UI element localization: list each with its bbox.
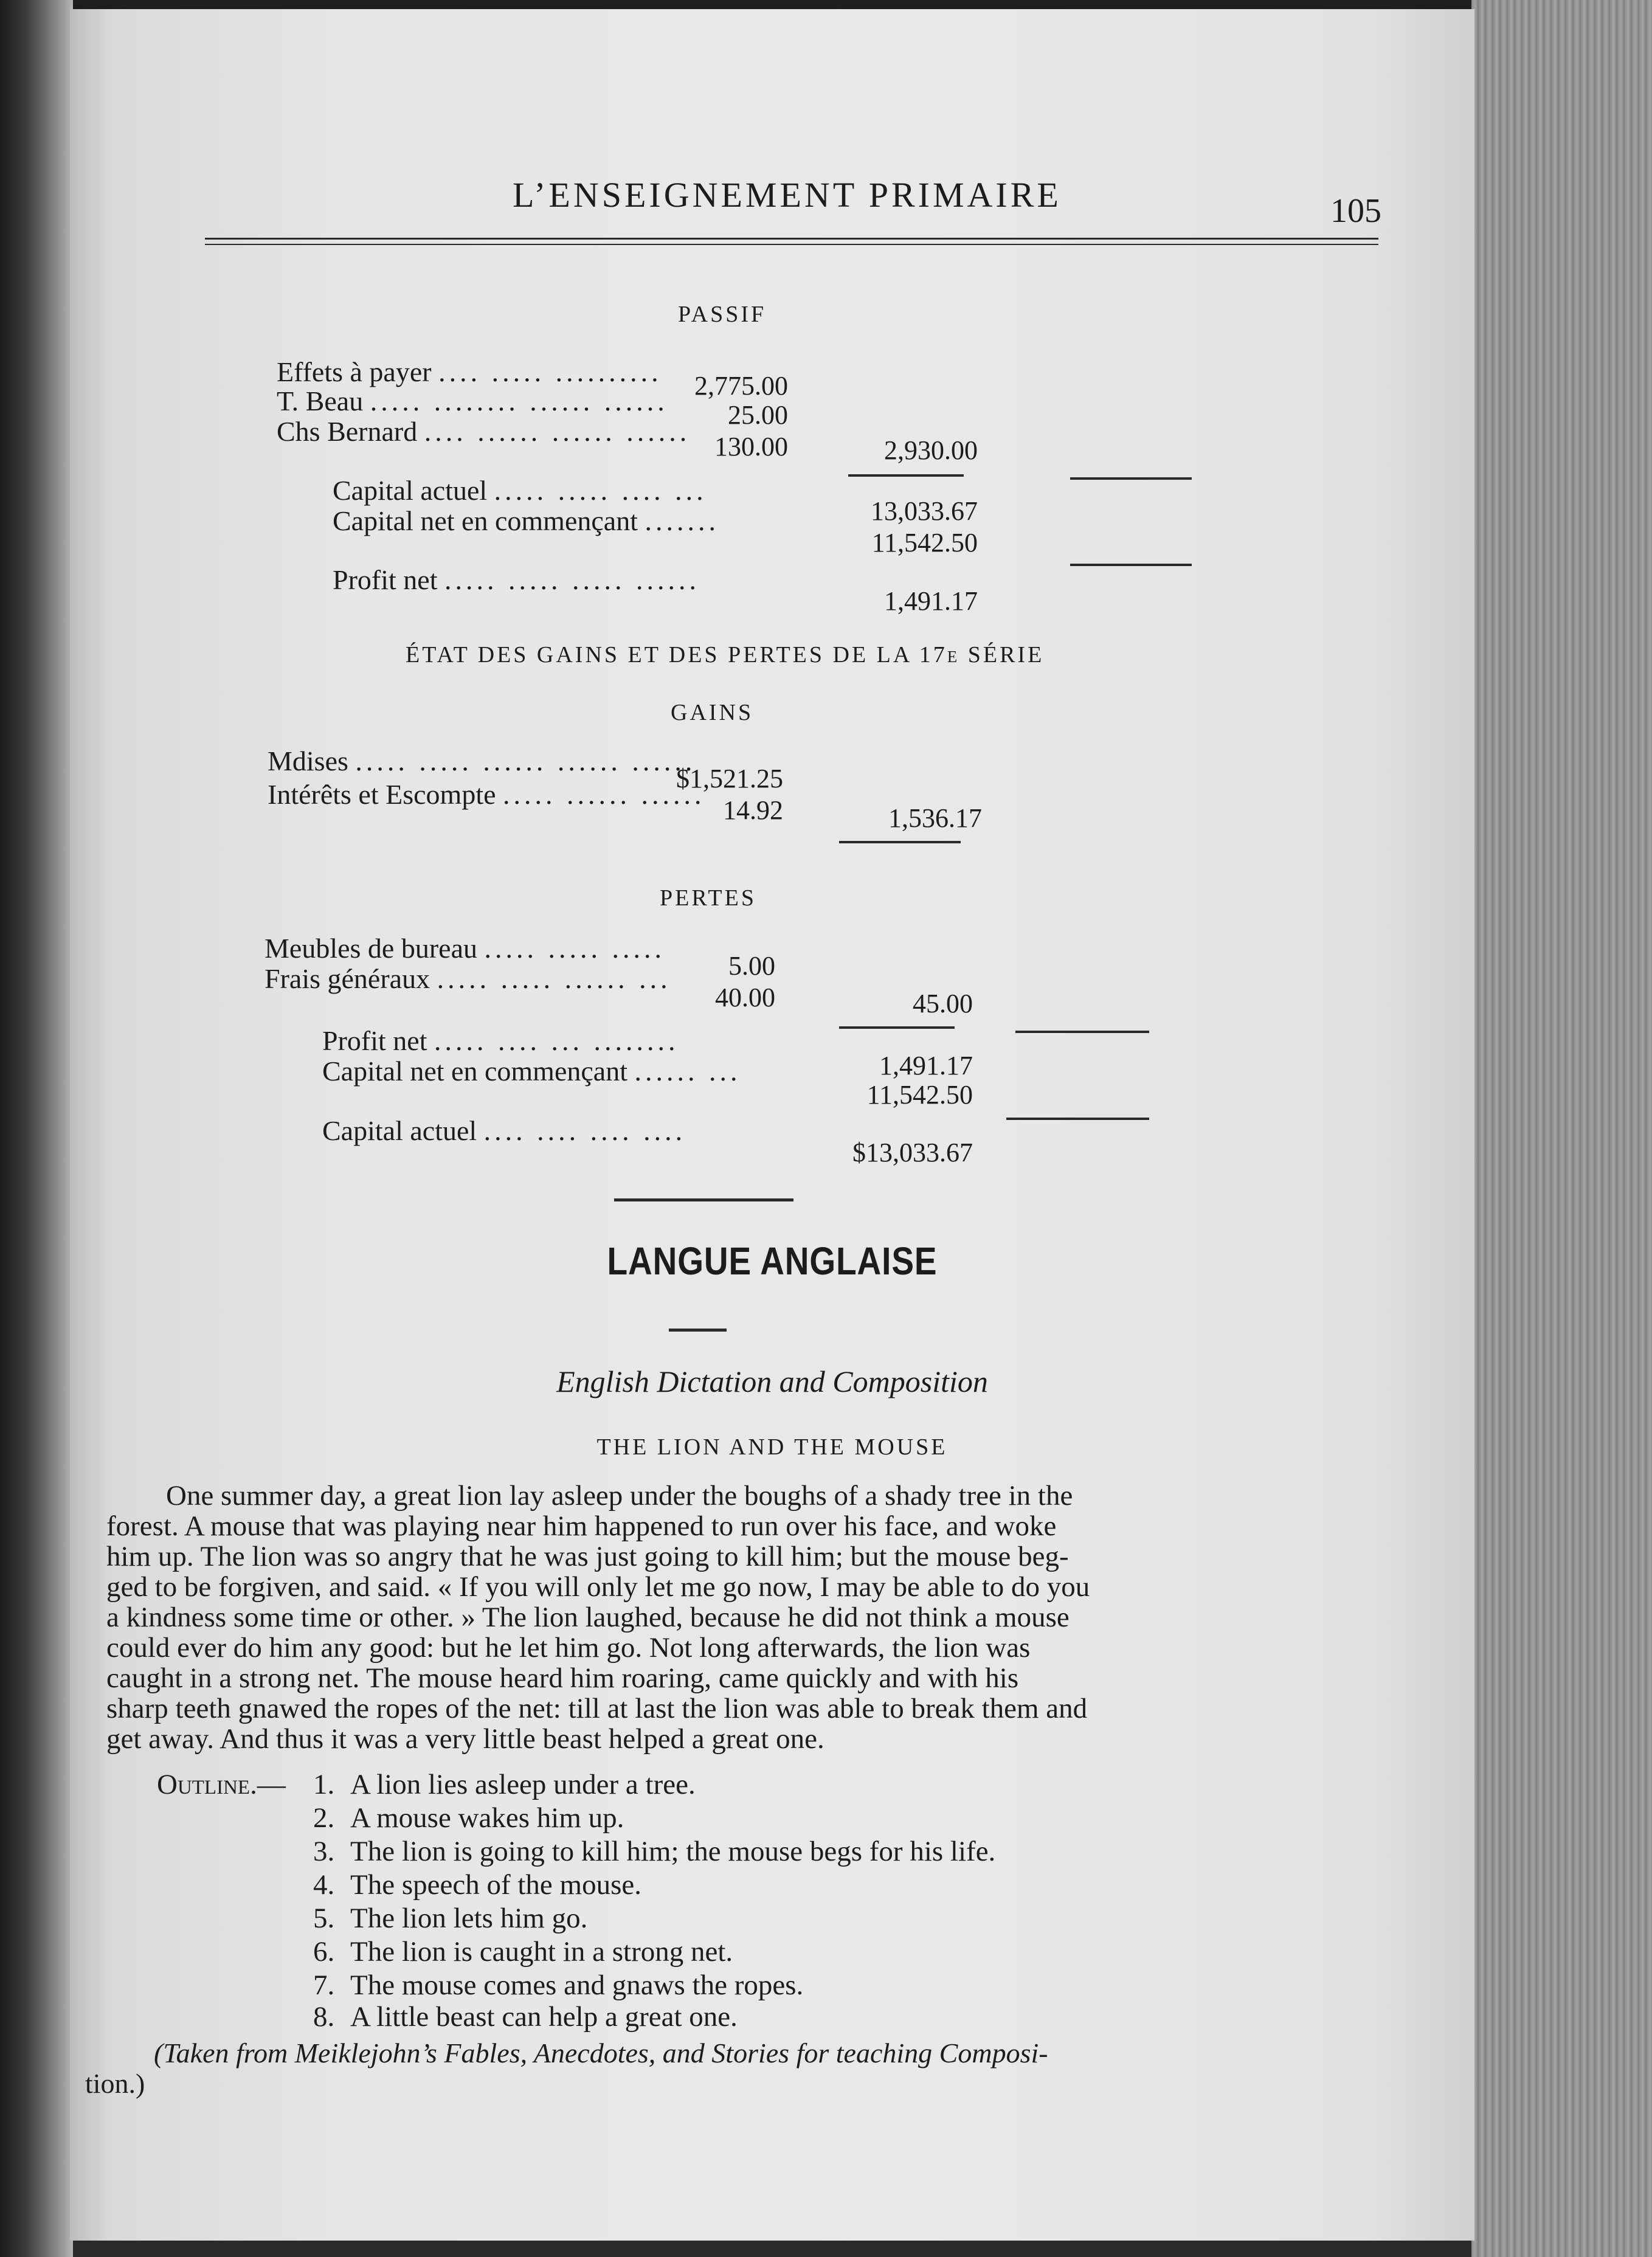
story-line: get away. And thus it was a very little beast helped a great one.	[106, 1723, 824, 1755]
outline-number: 7.	[313, 1969, 335, 2001]
outline-number: 8.	[313, 2001, 335, 2033]
ledger-label: Effets à payer	[277, 356, 432, 387]
ledger-label: Capital actuel	[333, 475, 488, 506]
leader-dots: .... .... .... ....	[483, 1115, 686, 1146]
outline-item	[313, 1935, 733, 1968]
ledger-total: 45.00	[913, 989, 973, 1018]
ledger-row	[268, 745, 696, 777]
outline-number: 5.	[313, 1903, 335, 1934]
ledger-amount: 130.00	[714, 432, 788, 461]
ledger-row	[277, 356, 662, 388]
ledger-row	[264, 932, 665, 964]
outline-label: Outline.—	[157, 1769, 286, 1800]
pertes-heading: PERTES	[660, 885, 756, 911]
ledger-total: 2,930.00	[884, 435, 978, 465]
section-divider	[614, 1198, 793, 1201]
outline-text: The mouse comes and gnaws the ropes.	[350, 1969, 804, 2001]
ledger-label: Profit net	[322, 1025, 427, 1056]
ledger-row	[322, 1115, 686, 1147]
ledger-row	[277, 385, 668, 417]
ledger-total: 1,491.17	[884, 586, 978, 616]
sum-rule	[839, 841, 961, 843]
ledger-label: Capital net en commençant	[333, 505, 638, 536]
story-line: him up. The lion was so angry that he was just going to kill him; but the mouse beg-	[106, 1541, 1069, 1572]
ledger-label: Intérêts et Escompte	[268, 779, 496, 810]
outline-text: The lion lets him go.	[350, 1903, 588, 1934]
leader-dots: ...... ...	[634, 1056, 741, 1087]
outline-item	[313, 2000, 738, 2033]
running-head: L’ENSEIGNEMENT PRIMAIRE	[513, 175, 1062, 215]
story-line: sharp teeth gnawed the ropes of the net: till at last the lion was able to break them and	[106, 1693, 1088, 1724]
passif-heading: PASSIF	[678, 302, 767, 327]
sum-rule	[848, 474, 964, 477]
outline-item	[313, 1768, 696, 1801]
outline-text: The lion is going to kill him; the mouse begs for his life.	[350, 1836, 996, 1867]
outline-text: The lion is caught in a strong net.	[350, 1936, 733, 1968]
ledger-row	[277, 415, 690, 448]
source-note: (Taken from Meiklejohn’s Fables, Anecdotes, and Stories for teaching Composi-	[154, 2038, 1048, 2069]
leader-dots: ..... ...... ......	[503, 779, 705, 810]
story-line: could ever do him any good: but he let him go. Not long afterwards, the lion was	[106, 1632, 1031, 1664]
story-title: THE LION AND THE MOUSE	[596, 1434, 948, 1460]
outline-text: A little beast can help a great one.	[350, 2001, 738, 2033]
sum-rule	[1006, 1118, 1149, 1120]
ledger-total: 13,033.67	[871, 496, 978, 526]
header-rule-bottom	[205, 244, 1378, 245]
source-note-continued: tion.)	[85, 2068, 145, 2099]
outline-text: A mouse wakes him up.	[350, 1802, 624, 1834]
ledger-total: $13,033.67	[852, 1138, 973, 1167]
ledger-label: Frais généraux	[264, 963, 430, 994]
leader-dots: .......	[645, 505, 719, 536]
sum-rule	[1070, 477, 1192, 480]
ledger-total: 1,491.17	[879, 1051, 973, 1080]
outline-item	[313, 1902, 587, 1935]
leader-dots: ..... ..... .....	[484, 933, 665, 964]
ledger-row	[333, 564, 700, 596]
ledger-amount: 5.00	[728, 951, 775, 981]
sum-rule	[1070, 564, 1192, 566]
leader-dots: .... ..... ..........	[438, 356, 662, 387]
leader-dots: ..... ..... ...... ...... ......	[355, 745, 696, 776]
ledger-total: 11,542.50	[871, 528, 978, 558]
story-line: caught in a strong net. The mouse heard him roaring, came quickly and with his	[106, 1662, 1019, 1694]
sum-rule	[1015, 1031, 1149, 1033]
ledger-amount: 2,775.00	[694, 371, 788, 401]
outline-text: The speech of the mouse.	[350, 1869, 641, 1901]
outline-item	[313, 1969, 803, 2002]
leader-dots: .... ...... ...... ......	[424, 416, 691, 447]
outline-number: 3.	[313, 1836, 335, 1867]
page-number: 105	[1330, 192, 1381, 230]
ledger-label: Profit net	[333, 564, 438, 595]
ledger-total: 11,542.50	[866, 1080, 973, 1110]
ledger-label: T. Beau	[277, 385, 364, 416]
ledger-amount: 14.92	[723, 795, 783, 825]
leader-dots: ..... ........ ...... ......	[370, 385, 668, 416]
outline-text: A lion lies asleep under a tree.	[350, 1769, 696, 1800]
ledger-total: 1,536.17	[888, 803, 982, 833]
ledger-row	[268, 778, 705, 811]
page-stack-edge	[1471, 0, 1652, 2257]
outline-item	[313, 1802, 624, 1834]
ledger-amount: 25.00	[728, 400, 788, 430]
header-rule-top	[205, 238, 1378, 240]
outline-number: 4.	[313, 1869, 335, 1901]
outline-item	[313, 1835, 995, 1868]
ledger-row	[333, 505, 719, 537]
leader-dots: ..... ..... ...... ...	[437, 963, 671, 994]
book-spine-shadow	[0, 0, 73, 2257]
leader-dots: ..... ..... .... ...	[494, 475, 707, 506]
etat-heading: ÉTAT DES GAINS ET DES PERTES DE LA 17e SÉRIE	[406, 642, 1045, 668]
ledger-amount: 40.00	[715, 983, 775, 1012]
ledger-label: Chs Bernard	[277, 416, 418, 447]
title-underline	[669, 1329, 727, 1332]
leader-dots: ..... .... ... ........	[434, 1025, 679, 1056]
gains-heading: GAINS	[671, 700, 754, 725]
ledger-label: Mdises	[268, 745, 348, 776]
story-line: forest. A mouse that was playing near him happened to run over his face, and woke	[106, 1510, 1057, 1542]
outline-number: 2.	[313, 1802, 335, 1834]
ledger-label: Capital actuel	[322, 1115, 477, 1146]
book-page	[70, 9, 1474, 2241]
sum-rule	[839, 1026, 955, 1029]
leader-dots: ..... ..... ..... ......	[444, 564, 700, 595]
ledger-label: Capital net en commençant	[322, 1056, 627, 1087]
ledger-label: Meubles de bureau	[264, 933, 477, 964]
subtitle: English Dictation and Composition	[556, 1364, 988, 1398]
outline-item	[313, 1868, 641, 1901]
story-line: a kindness some time or other. » The lion laughed, because he did not think a mouse	[106, 1602, 1070, 1633]
section-title: LANGUE ANGLAISE	[607, 1239, 938, 1283]
story-line: One summer day, a great lion lay asleep under the boughs of a shady tree in the	[166, 1480, 1073, 1512]
ledger-row	[322, 1055, 741, 1087]
ledger-amount: $1,521.25	[676, 764, 783, 793]
ledger-row	[264, 963, 671, 995]
outline-number: 6.	[313, 1936, 335, 1968]
story-line: ged to be forgiven, and said. « If you will only let me go now, I may be able to do you	[106, 1571, 1090, 1603]
ledger-row	[333, 474, 707, 506]
outline-number: 1.	[313, 1769, 335, 1800]
ledger-row	[322, 1025, 679, 1057]
